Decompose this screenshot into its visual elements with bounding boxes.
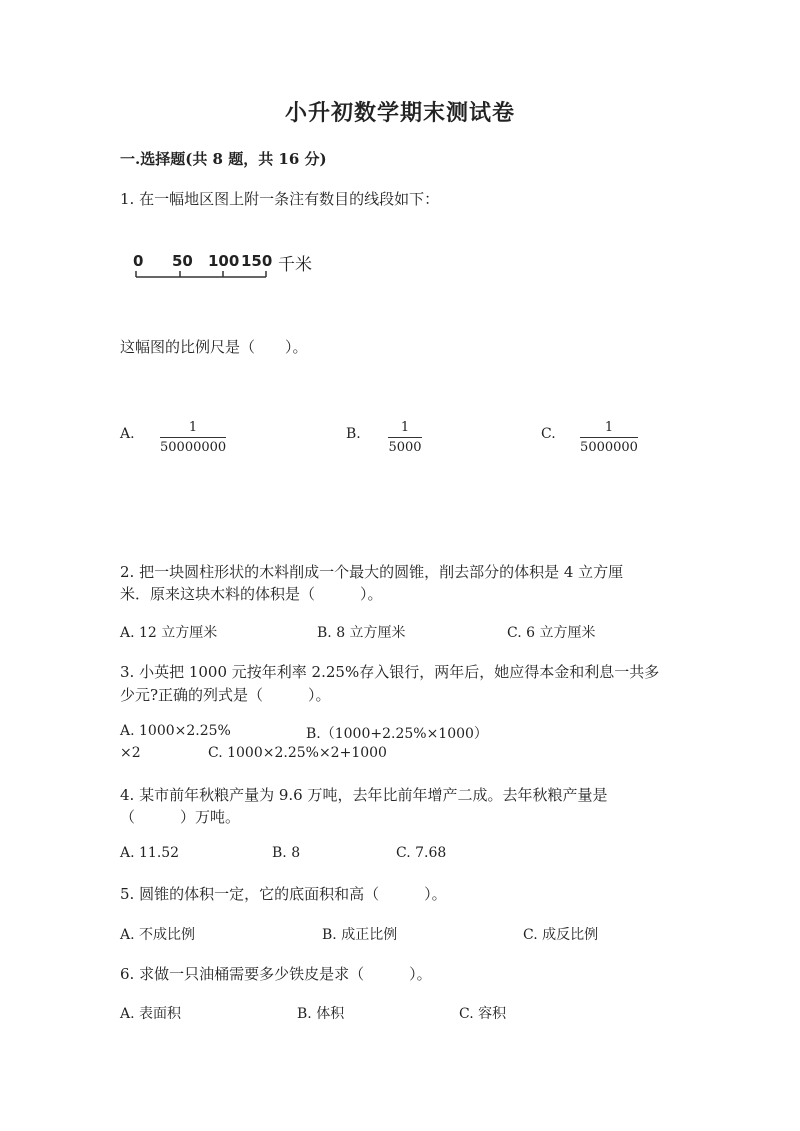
q3-option-b: B.（1000+2.25%×1000） <box>306 726 488 742</box>
scale-bar <box>133 246 333 286</box>
q3-option-b-continued: ×2 <box>120 745 141 761</box>
question-5-stem: 5. 圆锥的体积一定，它的底面积和高（ ）。 <box>120 885 447 903</box>
q1-option-b-denominator: 5000 <box>388 440 422 455</box>
q1-option-a-fraction <box>160 420 226 456</box>
q2-option-a: A. 12 立方厘米 <box>120 625 218 641</box>
question-1-stem: 1. 在一幅地区图上附一条注有数目的线段如下： <box>120 190 440 208</box>
q4-option-a: A. 11.52 <box>120 845 180 861</box>
q2-option-b: B. 8 立方厘米 <box>317 625 406 641</box>
q1-option-c-fraction <box>580 420 638 456</box>
q6-option-c: C. 容积 <box>459 1006 507 1022</box>
q1-option-c-letter: C. <box>541 426 556 442</box>
q4-option-c: C. 7.68 <box>396 845 447 861</box>
question-4-line-2: （ ）万吨。 <box>120 808 241 826</box>
page-title: 小升初数学期末测试卷 <box>284 100 515 126</box>
q5-option-a: A. 不成比例 <box>120 927 196 943</box>
question-2-line-1: 2. 把一块圆柱形状的木料削成一个最大的圆锥，削去部分的体积是 4 立方厘 <box>120 563 624 581</box>
scale-label-0: 0 <box>133 252 144 270</box>
q5-option-c: C. 成反比例 <box>523 927 599 943</box>
q6-option-b: B. 体积 <box>297 1006 345 1022</box>
q1-option-c-numerator: 1 <box>604 420 614 435</box>
q1-option-a-numerator: 1 <box>188 420 198 435</box>
q1-option-b-letter: B. <box>346 426 361 442</box>
question-3-line-2: 少元?正确的列式是（ ）。 <box>120 686 331 704</box>
scale-label-150: 150 <box>241 252 273 270</box>
q1-option-a-denominator: 50000000 <box>160 440 227 455</box>
q5-option-b: B. 成正比例 <box>322 927 398 943</box>
scale-label-50: 50 <box>172 252 193 270</box>
q3-option-c: C. 1000×2.25%×2+1000 <box>208 745 387 761</box>
section-heading: 一.选择题(共 8 题，共 16 分) <box>120 150 327 168</box>
q1-option-a-letter: A. <box>120 426 135 442</box>
question-1-question: 这幅图的比例尺是（ ）。 <box>120 338 308 356</box>
q1-option-b-fraction <box>388 420 422 456</box>
question-4-line-1: 4. 某市前年秋粮产量为 9.6 万吨，去年比前年增产二成。去年秋粮产量是 <box>120 786 608 804</box>
scale-unit: 千米 <box>278 255 312 275</box>
q1-option-b-numerator: 1 <box>400 420 410 435</box>
question-6-stem: 6. 求做一只油桶需要多少铁皮是求（ ）。 <box>120 965 432 983</box>
question-2-line-2: 米．原来这块木料的体积是（ ）。 <box>120 585 383 603</box>
question-3-line-1: 3. 小英把 1000 元按年利率 2.25%存入银行，两年后，她应得本金和利息一共多 <box>120 663 660 681</box>
q2-option-c: C. 6 立方厘米 <box>507 625 596 641</box>
scale-label-100: 100 <box>208 252 240 270</box>
q4-option-b: B. 8 <box>272 845 301 861</box>
q1-option-c-denominator: 5000000 <box>580 440 638 455</box>
q3-option-a: A. 1000×2.25% <box>120 723 231 739</box>
q6-option-a: A. 表面积 <box>120 1006 182 1022</box>
